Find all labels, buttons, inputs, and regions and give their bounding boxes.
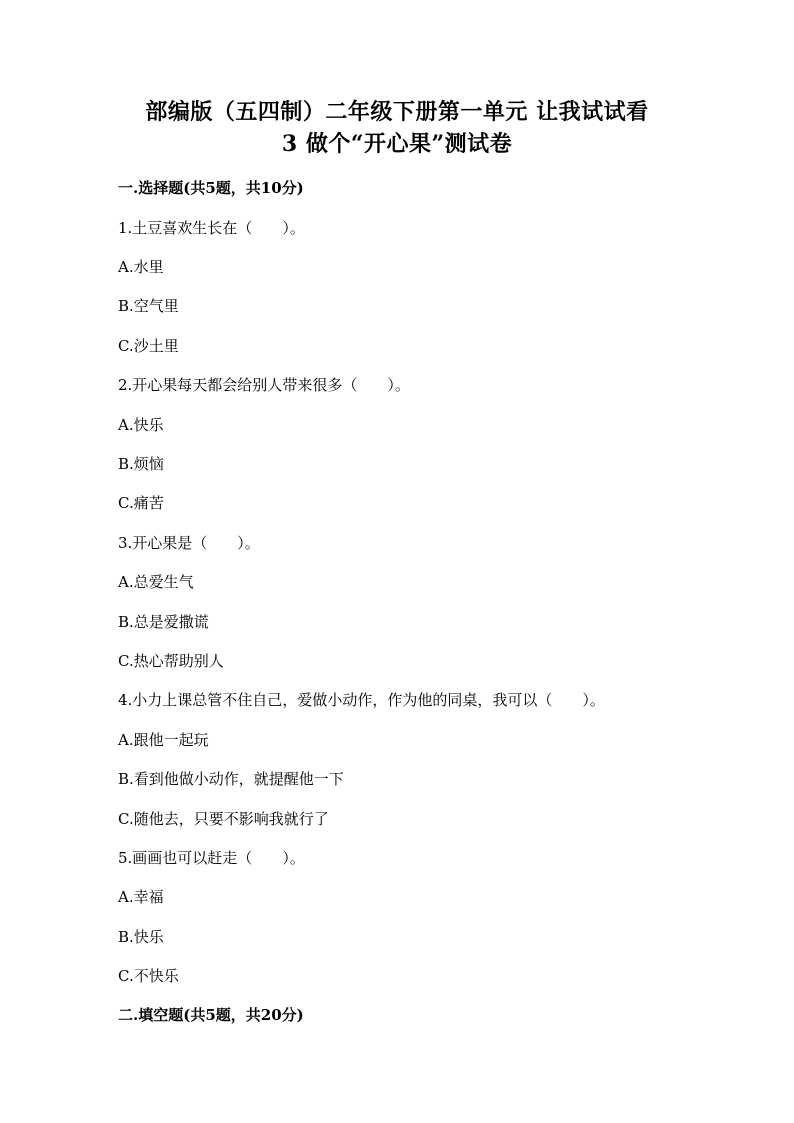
section-heading-choice: 一.选择题(共5题，共10分) xyxy=(118,179,304,197)
page-subtitle: 3 做个“开心果”测试卷 xyxy=(281,131,513,157)
option-c: C.随他去，只要不影响我就行了 xyxy=(118,810,329,828)
option-a: A.快乐 xyxy=(118,416,164,434)
option-b: B.快乐 xyxy=(118,928,164,946)
option-b: B.烦恼 xyxy=(118,455,164,473)
option-c: C.热心帮助别人 xyxy=(118,652,224,670)
question-stem: 3.开心果是（ ）。 xyxy=(118,534,260,552)
option-b: B.总是爱撒谎 xyxy=(118,613,209,631)
option-c: C.沙土里 xyxy=(118,337,179,355)
option-b: B.看到他做小动作，就提醒他一下 xyxy=(118,770,344,788)
option-b: B.空气里 xyxy=(118,297,179,315)
section-heading-fill: 二.填空题(共5题，共20分) xyxy=(118,1006,304,1024)
question-stem: 4.小力上课总管不住自己，爱做小动作，作为他的同桌，我可以（ ）。 xyxy=(118,691,605,709)
option-a: A.幸福 xyxy=(118,888,164,906)
option-a: A.水里 xyxy=(118,258,164,276)
option-a: A.跟他一起玩 xyxy=(118,731,209,749)
option-c: C.不快乐 xyxy=(118,967,179,985)
question-stem: 2.开心果每天都会给别人带来很多（ ）。 xyxy=(118,376,410,394)
question-stem: 5.画画也可以赶走（ ）。 xyxy=(118,849,305,867)
question-stem: 1.土豆喜欢生长在（ ）。 xyxy=(118,219,305,237)
option-a: A.总爱生气 xyxy=(118,573,194,591)
option-c: C.痛苦 xyxy=(118,494,164,512)
page-title: 部编版（五四制）二年级下册第一单元 让我试试看 xyxy=(145,99,649,125)
